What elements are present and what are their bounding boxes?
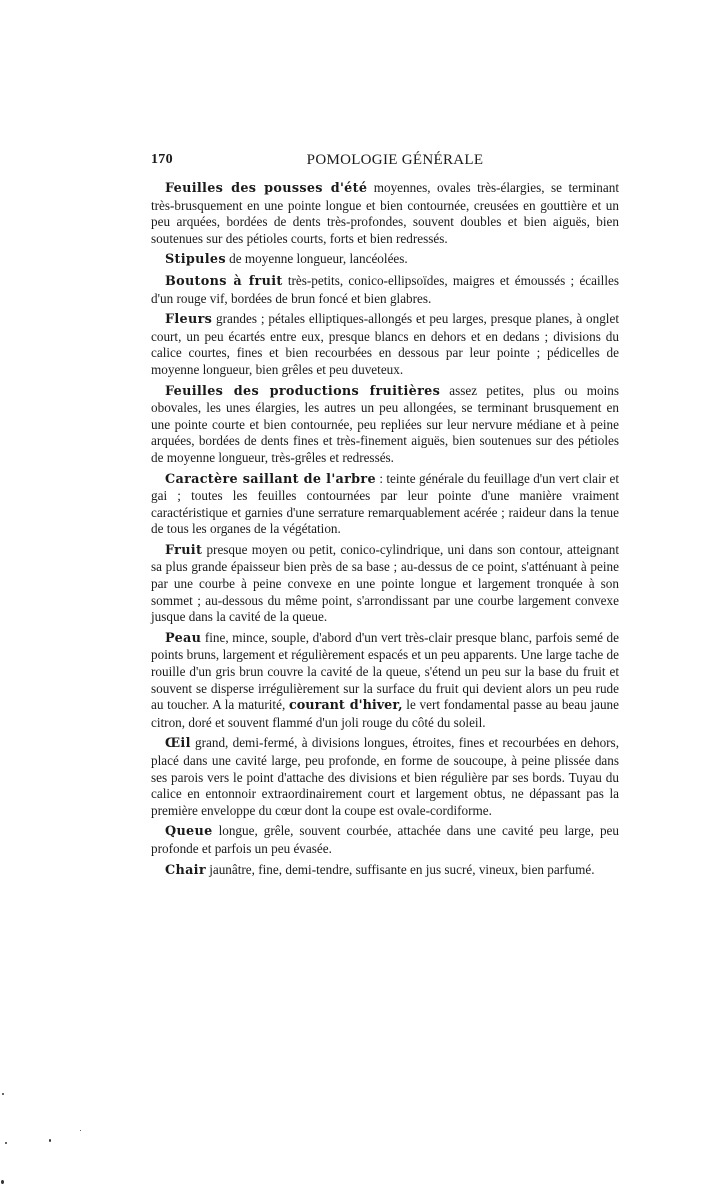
lead-term: Fleurs xyxy=(165,312,213,328)
paragraph-text: très-petits, conico-ellipsoïdes, maigres et émoussés ; écailles d'un rouge vif, bordées de brun foncé et bien glabres. xyxy=(151,272,619,306)
paragraph-text: fine, mince, souple, d'abord d'un vert très-clair presque blanc, parfois semé de points bruns, largement et régulièrement espacés et un peu apparents. Une large tache de rouille d'un gris brun couvre la cavité de la queue, s'étend un peu sur la base du fruit et souvent se disperse irrégulièrement sur la surface du fruit qui devient alors un peu rude au toucher. A la maturité, xyxy=(151,629,619,713)
paragraph-text: jaunâtre, fine, demi-tendre, suffisante en jus sucré, vineux, bien parfumé. xyxy=(205,861,595,877)
paragraph-tree-character xyxy=(151,471,619,538)
paragraph-text: assez petites, plus ou moins obovales, les unes élargies, les autres un peu allongées, se terminant brusquement en une pointe courte et bien contournée, peu repliées sur leur nervure médiane et à peine arquées, bordées de dents fines et très-finement aiguës, bien soutenues sur des pétioles de moyenne longueur, très-grêles et redressés. xyxy=(151,382,619,465)
paragraph-text: presque moyen ou petit, conico-cylindrique, uni dans son contour, atteignant sa plus grande épaisseur bien près de sa base ; au-dessus de ce point, s'atténuant à peine par une courbe à peine convexe en une pointe longue et largement tronquée à son sommet ; au-dessous du même point, s'arrondissant par une courbe largement convexe jusque dans la cavité de la queue. xyxy=(151,541,619,625)
paragraph-fruit-buds xyxy=(151,273,619,307)
paragraph-stalk xyxy=(151,823,619,857)
ripening-period: courant d'hiver, xyxy=(288,698,403,714)
scan-speck xyxy=(5,1142,7,1144)
lead-term: Chair xyxy=(165,862,206,878)
scan-speck xyxy=(49,1139,51,1142)
paragraph-text: grandes ; pétales elliptiques-allongés et peu larges, presque planes, à onglet court, un peu écartés entre eux, presque blancs en dehors et en dedans ; divisions du calice courtes, fines et bien recourbées en dessous par leur pointe ; pédicelles de moyenne longueur, bien grêles et peu duveteux. xyxy=(151,311,619,377)
lead-term: Caractère saillant de l'arbre xyxy=(165,471,376,487)
paragraph-stipules xyxy=(151,251,619,269)
scan-speck xyxy=(80,1130,81,1131)
paragraph-text: de moyenne longueur, lancéolées. xyxy=(225,251,408,267)
running-title: POMOLOGIE GÉNÉRALE xyxy=(306,152,484,168)
lead-term: Boutons à fruit xyxy=(165,273,283,289)
scan-specks xyxy=(0,1085,120,1185)
paragraph-flowers xyxy=(151,311,619,378)
lead-term: Queue xyxy=(165,824,213,840)
paragraph-text: longue, grêle, souvent courbée, attachée dans une cavité peu large, peu profonde et parfois un peu évasée. xyxy=(151,823,619,856)
paragraph-fruit xyxy=(151,542,619,626)
paragraph-flesh xyxy=(151,862,619,880)
scan-speck xyxy=(1,1180,4,1184)
lead-term: Fruit xyxy=(165,542,203,558)
paragraph-text: : teinte générale du feuillage d'un vert clair et gai ; toutes les feuilles contournées par leur pointe d'une manière vraiment caractéristique et garnies d'une serrature remarquablement acérée ; raideur dans la tenue de tous les organes de la végétation. xyxy=(151,470,619,537)
scan-speck xyxy=(2,1093,4,1095)
body-text xyxy=(151,180,619,883)
lead-term: Feuilles des productions fruitières xyxy=(165,383,441,399)
lead-term: Feuilles des pousses d'été xyxy=(165,181,368,196)
running-head xyxy=(151,152,619,172)
paragraph-eye xyxy=(151,735,619,819)
page-number: 170 xyxy=(151,152,173,167)
lead-term: Peau xyxy=(165,630,202,646)
lead-term: Œil xyxy=(165,736,191,752)
paragraph-text: grand, demi-fermé, à divisions longues, étroites, fines et recourbées en dehors, placé dans une cavité large, peu profonde, en forme de soucoupe, à peine plissée dans ses parois vers le point d'attache des divisions et bien régulière par ses bords. Tuyau du calice en entonnoir extraordinairement court et largement obtus, ne dépassant pas la première enveloppe du cœur dont la coupe est ovale-cordiforme. xyxy=(151,735,619,818)
paragraph-summer-leaves xyxy=(151,180,619,247)
lead-term: Stipules xyxy=(165,252,226,268)
paragraph-text: le vert fondamental passe au beau jaune citron, doré et souvent flammé d'un joli rouge du côté du soleil. xyxy=(151,697,619,730)
paragraph-fruiting-leaves xyxy=(151,383,619,467)
paragraph-skin xyxy=(151,630,619,732)
paragraph-text: moyennes, ovales très-élargies, se terminant très-brusquement en une pointe longue et bien contournée, creusées en gouttière et un peu arquées, bordées de dents très-profondes, souvent doubles et bien aiguës, bien soutenues sur des pétioles courts, forts et bien redressés. xyxy=(151,180,619,246)
